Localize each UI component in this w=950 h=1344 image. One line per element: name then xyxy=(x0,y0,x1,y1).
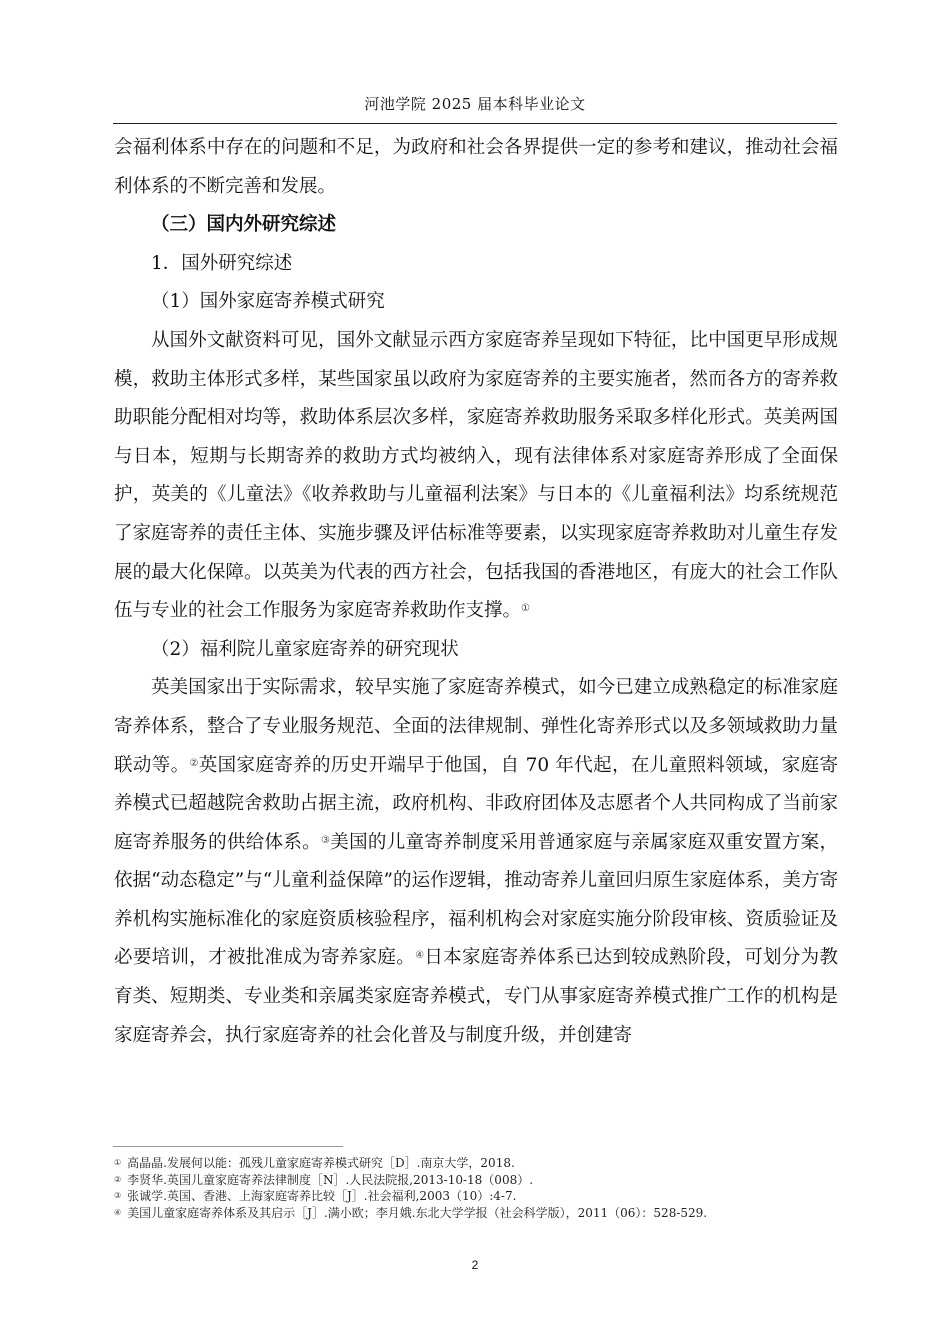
header-divider xyxy=(113,123,837,124)
subsubsection-heading: （2）福利院儿童家庭寄养的研究现状 xyxy=(151,638,459,660)
paragraph-text: 美国的儿童寄养制度采用普通家庭与亲属家庭双重安置方案，依据“动态稳定”与“儿童利益保障”的运作逻辑，推动寄养儿童回归原生家庭体系，美方寄养机构实施标准化的家庭资质核验程序，福利机构会对家庭实施分阶段审核、资质验证及必要培训，才被批准成为寄养家庭。 xyxy=(114,831,838,969)
subsubsection-heading: （1）国外家庭寄养模式研究 xyxy=(151,291,385,313)
footnote-mark: ① xyxy=(114,1158,122,1167)
footnote-mark: ④ xyxy=(114,1207,122,1217)
body-text xyxy=(114,129,838,1055)
footnote-mark: ② xyxy=(114,1174,122,1184)
footnote-item xyxy=(114,1205,838,1222)
paragraph-foreign-research xyxy=(114,322,838,631)
paragraph-research-status xyxy=(114,669,838,1055)
paragraph-text: 从国外文献资料可见，国外文献显示西方家庭寄养呈现如下特征，比中国更早形成规模，救助主体形式多样，某些国家虽以政府为家庭寄养的主要实施者，然而各方的寄养救助职能分配相对均等，救助体系层次多样，家庭寄养救助服务采取多样化形式。英美两国与日本，短期与长期寄养的救助方式均被纳入，现有法律体系对家庭寄养形成了全面保护，英美的《儿童法》《收养救助与儿童福利法案》与日本的《儿童福利法》均系统规范了家庭寄养的责任主体、实施步骤及评估标准等要素，以实现家庭寄养救助对儿童生存发展的最大化保障。以英美为代表的西方社会，包括我国的香港地区，有庞大的社会工作队伍与专业的社会工作服务为家庭寄养救助作支撑。 xyxy=(114,329,838,622)
footnote-ref: ② xyxy=(189,757,199,769)
footnote-divider xyxy=(113,1146,343,1147)
paragraph-text: 英国家庭寄养的历史开端早于他国，自 70 年代起，在儿童照料领域，家庭寄养模式已超越院舍救助占据主流，政府机构、非政府团体及志愿者个人共同构成了当前家庭寄养服务的供给体系。 xyxy=(114,754,838,853)
footnote-text: 张诚学.英国、香港、上海家庭寄养比较［J］.社会福利,2003（10）:4-7. xyxy=(127,1189,517,1203)
running-header: 河池学院 2025 届本科毕业论文 xyxy=(364,95,586,113)
footnote-ref: ④ xyxy=(415,950,425,962)
footnote-text: 美国儿童家庭寄养体系及其启示［J］.满小欧；李月娥.东北大学学报（社会科学版），2011（06）：528-529. xyxy=(127,1205,708,1220)
footnote-mark: ③ xyxy=(114,1191,122,1200)
footnote-text: 高晶晶.发展何以能：孤残儿童家庭寄养模式研究［D］.南京大学，2018. xyxy=(127,1156,515,1170)
paragraph-text: 英美国家出于实际需求，较早实施了家庭寄养模式，如今已建立成熟稳定的标准家庭寄养体系，整合了专业服务规范、全面的法律规制、弹性化寄养形式以及多领域救助力量联动等。 xyxy=(114,677,838,776)
footnote-text: 李贤华.英国儿童家庭寄养法律制度［N］.人民法院报,2013-10-18（008）. xyxy=(127,1172,534,1187)
footnote-item xyxy=(114,1172,838,1189)
paragraph-text: 日本家庭寄养体系已达到较成熟阶段，可划分为教育类、短期类、专业类和亲属类家庭寄养模式，专门从事家庭寄养模式推广工作的机构是家庭寄养会，执行家庭寄养的社会化普及与制度升级，并创建寄 xyxy=(114,947,838,1046)
paragraph-continuation: 会福利体系中存在的问题和不足，为政府和社会各界提供一定的参考和建议，推动社会福利体系的不断完善和发展。 xyxy=(114,137,838,197)
subsection-heading: 1．国外研究综述 xyxy=(151,252,293,274)
footnotes xyxy=(114,1155,838,1221)
page-number: 2 xyxy=(471,1258,479,1272)
footnote-item xyxy=(114,1155,838,1172)
footnote-item xyxy=(114,1188,838,1205)
section-heading: （三）国内外研究综述 xyxy=(151,214,337,236)
footnote-ref: ① xyxy=(521,603,530,615)
footnote-ref: ③ xyxy=(320,834,331,846)
